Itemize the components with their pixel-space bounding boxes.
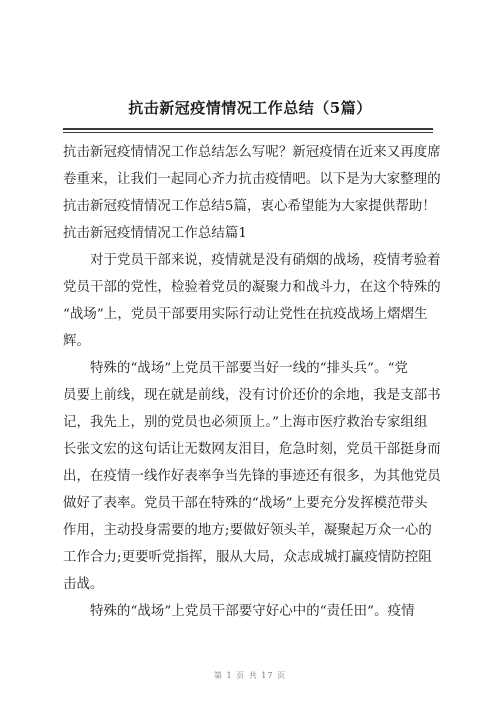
body-line: 作用，主动投身需要的地方;要做好领头羊，凝聚起万众一心的 [63, 523, 432, 538]
body-line: 特殊的“战场”上党员干部要守好心中的“责任田”。疫情 [90, 604, 415, 619]
body-line: 员要上前线，现在就是前线，没有讨价还价的余地，我是支部书 [63, 388, 441, 403]
body-line: 特殊的“战场”上党员干部要当好一线的“排头兵”。“党 [90, 361, 409, 376]
title-rule-thin [63, 132, 433, 133]
body-line: 抗击新冠疫情情况工作总结5篇，衷心希望能为大家提供帮助！ [63, 199, 436, 214]
page-number: 第 1 页 共 17 页 [214, 671, 286, 680]
body-line: 记，我先上，别的党员也必须顶上。”上海市医疗救治专家组组 [63, 415, 428, 430]
body-line: 做好了表率。党员干部在特殊的“战场”上要充分发挥模范带头 [63, 496, 428, 511]
body-line: 党员干部的党性，检验着党员的凝聚力和战斗力，在这个特殊的 [63, 280, 441, 295]
body-line: 击战。 [63, 577, 104, 592]
body-line: 长张文宏的这句话让无数网友泪目，危急时刻，党员干部挺身而 [63, 442, 441, 457]
body-line: 工作合力;更要听党指挥，服从大局，众志成城打赢疫情防控阻 [63, 550, 432, 565]
body-line: 辉。 [63, 334, 90, 349]
body-line: 卷重来，让我们一起同心齐力抗击疫情吧。以下是为大家整理的 [63, 172, 441, 187]
body-line: 抗击新冠疫情情况工作总结怎么写呢？新冠疫情在近来又再度席 [63, 145, 441, 160]
body-line: “战场”上，党员干部要用实际行动让党性在抗疫战场上熠熠生 [63, 307, 428, 322]
section-heading: 抗击新冠疫情情况工作总结篇1 [63, 226, 247, 241]
title-rule-thick [63, 128, 433, 130]
document-title: 抗击新冠疫情情况工作总结（5篇） [128, 99, 372, 117]
body-line: 出，在疫情一线作好表率争当先锋的事迹还有很多，为其他党员 [63, 469, 441, 484]
body-line: 对于党员干部来说，疫情就是没有硝烟的战场，疫情考验着 [90, 253, 441, 268]
